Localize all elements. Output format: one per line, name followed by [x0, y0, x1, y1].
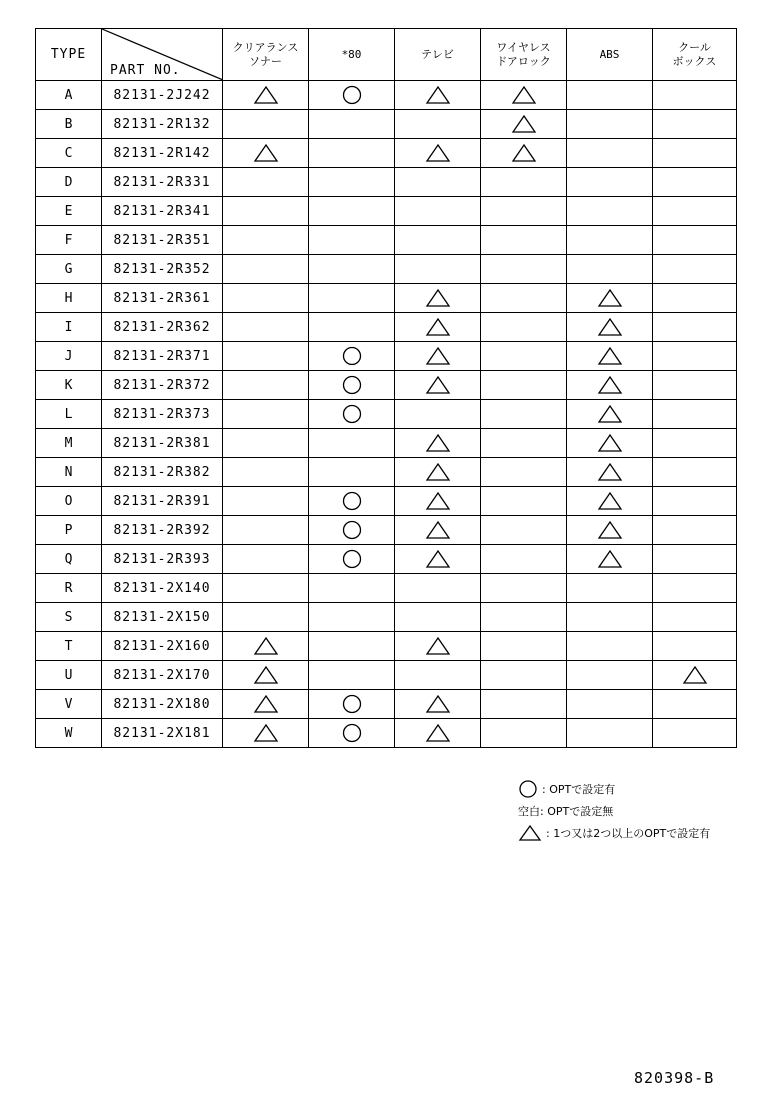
part-no-cell: 82131-2R381	[102, 429, 223, 458]
triangle-icon	[597, 491, 623, 511]
column-header-label: ワイヤレス ドアロック	[496, 40, 551, 68]
option-cell-clearance-sonar	[223, 400, 309, 429]
circle-icon	[341, 84, 363, 106]
option-cell-clearance-sonar	[223, 574, 309, 603]
parts-table	[35, 28, 737, 748]
table-row	[36, 487, 737, 516]
circle-icon	[341, 345, 363, 367]
triangle-icon	[518, 824, 542, 842]
column-header-label: *80	[341, 47, 362, 61]
option-cell-abs	[567, 371, 653, 400]
triangle-icon	[425, 491, 451, 511]
column-header-label: テレビ	[421, 47, 454, 61]
option-cell-cool-box	[653, 284, 737, 313]
part-no-cell: 82131-2R362	[102, 313, 223, 342]
part-no-cell: 82131-2X180	[102, 690, 223, 719]
triangle-icon	[253, 665, 279, 685]
option-cell-x80	[309, 284, 395, 313]
column-header-cool-box	[653, 29, 737, 81]
option-cell-abs	[567, 197, 653, 226]
part-no-cell: 82131-2R351	[102, 226, 223, 255]
option-cell-clearance-sonar	[223, 719, 309, 748]
triangle-icon	[253, 636, 279, 656]
option-cell-tv	[395, 197, 481, 226]
option-cell-tv	[395, 255, 481, 284]
triangle-icon	[253, 85, 279, 105]
option-cell-wireless-door-lock	[481, 168, 567, 197]
triangle-icon	[253, 723, 279, 743]
triangle-icon	[597, 520, 623, 540]
triangle-icon	[597, 375, 623, 395]
option-cell-tv	[395, 284, 481, 313]
option-cell-cool-box	[653, 632, 737, 661]
option-cell-x80	[309, 110, 395, 139]
option-cell-wireless-door-lock	[481, 545, 567, 574]
option-cell-cool-box	[653, 458, 737, 487]
option-cell-x80	[309, 139, 395, 168]
option-cell-x80	[309, 255, 395, 284]
circle-icon	[341, 403, 363, 425]
option-cell-tv	[395, 632, 481, 661]
option-cell-wireless-door-lock	[481, 574, 567, 603]
option-cell-clearance-sonar	[223, 139, 309, 168]
option-cell-tv	[395, 429, 481, 458]
option-cell-wireless-door-lock	[481, 632, 567, 661]
option-cell-clearance-sonar	[223, 371, 309, 400]
option-cell-clearance-sonar	[223, 81, 309, 110]
table-row	[36, 168, 737, 197]
option-cell-abs	[567, 690, 653, 719]
type-cell: Q	[36, 545, 102, 574]
part-no-cell: 82131-2R372	[102, 371, 223, 400]
option-cell-tv	[395, 313, 481, 342]
part-no-cell: 82131-2R132	[102, 110, 223, 139]
type-cell: W	[36, 719, 102, 748]
option-cell-wireless-door-lock	[481, 255, 567, 284]
table-row	[36, 603, 737, 632]
option-cell-cool-box	[653, 139, 737, 168]
part-no-cell: 82131-2R331	[102, 168, 223, 197]
triangle-icon	[425, 694, 451, 714]
triangle-icon	[425, 723, 451, 743]
triangle-icon	[425, 433, 451, 453]
triangle-icon	[597, 317, 623, 337]
type-header: TYPE	[36, 29, 102, 81]
type-cell: R	[36, 574, 102, 603]
option-cell-cool-box	[653, 661, 737, 690]
type-cell: G	[36, 255, 102, 284]
part-no-cell: 82131-2R352	[102, 255, 223, 284]
option-cell-tv	[395, 400, 481, 429]
option-cell-x80	[309, 313, 395, 342]
legend-row	[518, 822, 710, 844]
option-cell-x80	[309, 661, 395, 690]
option-cell-wireless-door-lock	[481, 313, 567, 342]
option-cell-x80	[309, 574, 395, 603]
table-row	[36, 400, 737, 429]
legend-row	[518, 778, 710, 800]
option-cell-cool-box	[653, 429, 737, 458]
option-cell-tv	[395, 516, 481, 545]
table-row	[36, 661, 737, 690]
triangle-icon	[425, 85, 451, 105]
triangle-icon	[425, 346, 451, 366]
table-row	[36, 516, 737, 545]
option-cell-clearance-sonar	[223, 226, 309, 255]
option-cell-wireless-door-lock	[481, 603, 567, 632]
triangle-icon	[597, 433, 623, 453]
option-cell-tv	[395, 574, 481, 603]
part-no-cell: 82131-2R341	[102, 197, 223, 226]
option-cell-wireless-door-lock	[481, 400, 567, 429]
triangle-icon	[425, 375, 451, 395]
triangle-icon	[597, 288, 623, 308]
part-no-cell: 82131-2R373	[102, 400, 223, 429]
type-cell: I	[36, 313, 102, 342]
option-cell-x80	[309, 545, 395, 574]
triangle-icon	[597, 346, 623, 366]
option-cell-abs	[567, 342, 653, 371]
option-cell-clearance-sonar	[223, 458, 309, 487]
option-cell-abs	[567, 284, 653, 313]
option-cell-x80	[309, 400, 395, 429]
table-row	[36, 139, 737, 168]
circle-icon	[341, 490, 363, 512]
option-cell-x80	[309, 719, 395, 748]
option-cell-abs	[567, 313, 653, 342]
option-cell-clearance-sonar	[223, 516, 309, 545]
option-cell-clearance-sonar	[223, 342, 309, 371]
part-no-cell: 82131-2X150	[102, 603, 223, 632]
option-cell-clearance-sonar	[223, 110, 309, 139]
legend-text: : OPTで設定有	[542, 783, 616, 796]
column-header-abs	[567, 29, 653, 81]
option-cell-tv	[395, 458, 481, 487]
triangle-icon	[511, 85, 537, 105]
option-cell-tv	[395, 139, 481, 168]
table-row	[36, 342, 737, 371]
table-row	[36, 719, 737, 748]
option-cell-tv	[395, 342, 481, 371]
option-cell-abs	[567, 516, 653, 545]
table-row	[36, 574, 737, 603]
triangle-icon	[253, 143, 279, 163]
table-row	[36, 313, 737, 342]
table-row	[36, 690, 737, 719]
option-cell-clearance-sonar	[223, 545, 309, 574]
table-body	[36, 81, 737, 748]
triangle-icon	[682, 665, 708, 685]
type-cell: F	[36, 226, 102, 255]
table-row	[36, 632, 737, 661]
circle-icon	[341, 722, 363, 744]
option-cell-wireless-door-lock	[481, 719, 567, 748]
type-cell: U	[36, 661, 102, 690]
type-cell: J	[36, 342, 102, 371]
option-cell-abs	[567, 545, 653, 574]
option-cell-abs	[567, 574, 653, 603]
table-row	[36, 197, 737, 226]
type-cell: E	[36, 197, 102, 226]
part-no-cell: 82131-2R391	[102, 487, 223, 516]
type-cell: T	[36, 632, 102, 661]
column-header-label: クール ボックス	[672, 40, 717, 68]
option-cell-x80	[309, 690, 395, 719]
option-cell-clearance-sonar	[223, 197, 309, 226]
option-cell-clearance-sonar	[223, 284, 309, 313]
legend	[518, 778, 710, 844]
triangle-icon	[425, 462, 451, 482]
part-no-cell: 82131-2X181	[102, 719, 223, 748]
option-cell-wireless-door-lock	[481, 661, 567, 690]
type-cell: K	[36, 371, 102, 400]
column-header-label: クリアランス ソナー	[232, 40, 299, 68]
option-cell-clearance-sonar	[223, 487, 309, 516]
type-cell: H	[36, 284, 102, 313]
triangle-icon	[425, 636, 451, 656]
type-cell: V	[36, 690, 102, 719]
part-no-cell: 82131-2X160	[102, 632, 223, 661]
option-cell-clearance-sonar	[223, 255, 309, 284]
legend-text: : OPTで設定無	[540, 805, 614, 818]
option-cell-x80	[309, 342, 395, 371]
type-cell: N	[36, 458, 102, 487]
table-row	[36, 255, 737, 284]
triangle-icon	[253, 694, 279, 714]
part-no-cell: 82131-2R361	[102, 284, 223, 313]
option-cell-abs	[567, 81, 653, 110]
legend-prefix: 空白	[518, 805, 540, 818]
circle-icon	[341, 374, 363, 396]
type-cell: L	[36, 400, 102, 429]
option-cell-wireless-door-lock	[481, 284, 567, 313]
option-cell-clearance-sonar	[223, 661, 309, 690]
option-cell-x80	[309, 603, 395, 632]
option-cell-tv	[395, 690, 481, 719]
option-cell-wireless-door-lock	[481, 81, 567, 110]
option-cell-abs	[567, 226, 653, 255]
table-row	[36, 458, 737, 487]
option-cell-x80	[309, 168, 395, 197]
option-cell-tv	[395, 719, 481, 748]
option-cell-tv	[395, 487, 481, 516]
part-no-cell: 82131-2R142	[102, 139, 223, 168]
option-cell-wireless-door-lock	[481, 458, 567, 487]
part-no-cell: 82131-2R393	[102, 545, 223, 574]
type-cell: S	[36, 603, 102, 632]
type-cell: C	[36, 139, 102, 168]
option-cell-wireless-door-lock	[481, 516, 567, 545]
triangle-icon	[425, 317, 451, 337]
figure-number: 820398-B	[634, 1069, 715, 1087]
option-cell-abs	[567, 400, 653, 429]
table-row	[36, 429, 737, 458]
part-no-header-label: PART NO.	[110, 63, 181, 78]
option-cell-wireless-door-lock	[481, 342, 567, 371]
legend-row	[518, 800, 710, 822]
option-cell-wireless-door-lock	[481, 197, 567, 226]
option-cell-x80	[309, 487, 395, 516]
option-cell-cool-box	[653, 516, 737, 545]
table-row	[36, 81, 737, 110]
circle-icon	[518, 779, 538, 799]
option-cell-cool-box	[653, 487, 737, 516]
option-cell-cool-box	[653, 110, 737, 139]
option-cell-abs	[567, 429, 653, 458]
option-cell-clearance-sonar	[223, 313, 309, 342]
option-cell-abs	[567, 603, 653, 632]
option-cell-cool-box	[653, 81, 737, 110]
option-cell-abs	[567, 719, 653, 748]
part-no-header	[102, 29, 223, 81]
option-cell-clearance-sonar	[223, 690, 309, 719]
column-header-x80	[309, 29, 395, 81]
option-cell-wireless-door-lock	[481, 110, 567, 139]
option-cell-tv	[395, 545, 481, 574]
triangle-icon	[425, 549, 451, 569]
part-no-cell: 82131-2X140	[102, 574, 223, 603]
option-cell-abs	[567, 168, 653, 197]
option-cell-tv	[395, 603, 481, 632]
column-header-label: ABS	[599, 47, 620, 61]
triangle-icon	[425, 143, 451, 163]
option-cell-abs	[567, 255, 653, 284]
option-cell-x80	[309, 81, 395, 110]
part-no-cell: 82131-2R392	[102, 516, 223, 545]
option-cell-cool-box	[653, 371, 737, 400]
option-cell-wireless-door-lock	[481, 371, 567, 400]
option-cell-clearance-sonar	[223, 603, 309, 632]
option-cell-clearance-sonar	[223, 429, 309, 458]
option-cell-cool-box	[653, 603, 737, 632]
table-row	[36, 110, 737, 139]
table-row	[36, 226, 737, 255]
column-header-tv	[395, 29, 481, 81]
option-cell-abs	[567, 110, 653, 139]
option-cell-cool-box	[653, 168, 737, 197]
option-cell-abs	[567, 632, 653, 661]
option-cell-cool-box	[653, 313, 737, 342]
option-cell-x80	[309, 632, 395, 661]
type-cell: B	[36, 110, 102, 139]
option-cell-x80	[309, 197, 395, 226]
circle-icon	[341, 693, 363, 715]
triangle-icon	[425, 520, 451, 540]
triangle-icon	[511, 143, 537, 163]
option-cell-tv	[395, 81, 481, 110]
option-cell-wireless-door-lock	[481, 139, 567, 168]
option-cell-x80	[309, 226, 395, 255]
option-cell-cool-box	[653, 255, 737, 284]
triangle-icon	[597, 404, 623, 424]
triangle-icon	[597, 549, 623, 569]
header-row	[36, 29, 737, 81]
option-cell-abs	[567, 661, 653, 690]
option-cell-cool-box	[653, 690, 737, 719]
type-cell: M	[36, 429, 102, 458]
option-cell-cool-box	[653, 719, 737, 748]
option-cell-wireless-door-lock	[481, 226, 567, 255]
type-cell: D	[36, 168, 102, 197]
option-cell-abs	[567, 139, 653, 168]
option-cell-clearance-sonar	[223, 632, 309, 661]
triangle-icon	[597, 462, 623, 482]
table-row	[36, 284, 737, 313]
option-cell-x80	[309, 371, 395, 400]
option-cell-abs	[567, 487, 653, 516]
option-cell-tv	[395, 371, 481, 400]
option-cell-cool-box	[653, 226, 737, 255]
triangle-icon	[511, 114, 537, 134]
option-cell-abs	[567, 458, 653, 487]
option-cell-cool-box	[653, 574, 737, 603]
part-no-cell: 82131-2R371	[102, 342, 223, 371]
part-no-cell: 82131-2X170	[102, 661, 223, 690]
option-cell-cool-box	[653, 400, 737, 429]
option-cell-x80	[309, 516, 395, 545]
option-cell-wireless-door-lock	[481, 690, 567, 719]
part-no-cell: 82131-2R382	[102, 458, 223, 487]
triangle-icon	[425, 288, 451, 308]
type-cell: A	[36, 81, 102, 110]
type-cell: O	[36, 487, 102, 516]
option-cell-tv	[395, 661, 481, 690]
circle-icon	[341, 548, 363, 570]
column-header-wireless-door-lock	[481, 29, 567, 81]
option-cell-tv	[395, 226, 481, 255]
option-cell-cool-box	[653, 197, 737, 226]
table-row	[36, 371, 737, 400]
option-cell-wireless-door-lock	[481, 429, 567, 458]
type-cell: P	[36, 516, 102, 545]
option-cell-tv	[395, 168, 481, 197]
part-no-cell: 82131-2J242	[102, 81, 223, 110]
column-header-clearance-sonar	[223, 29, 309, 81]
circle-icon	[341, 519, 363, 541]
legend-text: : 1つ又は2つ以上のOPTで設定有	[546, 827, 711, 840]
option-cell-cool-box	[653, 545, 737, 574]
option-cell-wireless-door-lock	[481, 487, 567, 516]
option-cell-tv	[395, 110, 481, 139]
option-cell-x80	[309, 458, 395, 487]
option-cell-clearance-sonar	[223, 168, 309, 197]
option-cell-x80	[309, 429, 395, 458]
option-cell-cool-box	[653, 342, 737, 371]
table-row	[36, 545, 737, 574]
